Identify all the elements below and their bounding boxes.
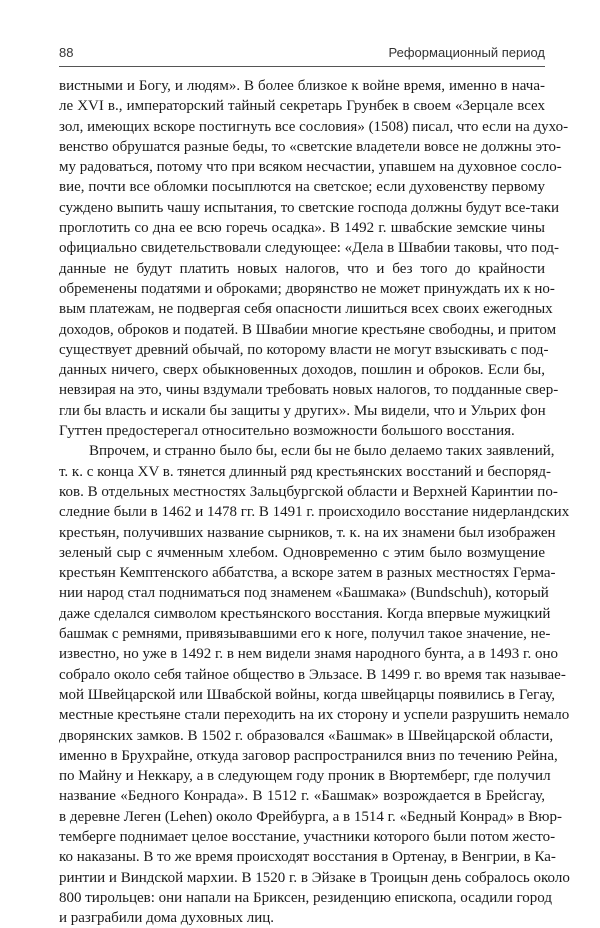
running-head <box>59 40 545 64</box>
text-line: гли бы власть и искали бы защиты у других». Мы видели, что и Ульрих фон <box>59 402 546 419</box>
text-line: ков. В отдельных местностях Зальцбургской области и Верхней Каринтии по- <box>59 483 558 500</box>
text-line: данные не будут платить новых налогов, что и без того до крайности <box>59 260 545 277</box>
header-rule <box>59 66 545 67</box>
text-line: крестьян Кемптенского аббатства, а вскоре затем в разных местностях Герма- <box>59 565 556 582</box>
text-line: 800 тирольцев: они напали на Бриксен, резиденцию епископа, осадили город <box>59 889 553 906</box>
text-line: следние были в 1462 и 1478 гг. В 1491 г. происходило восстание нидерландских <box>59 504 570 521</box>
text-line: ко наказаны. В то же время происходят восстания в Ортенау, в Венгрии, в Ка- <box>59 849 556 866</box>
text-line: и разграбили дома духовных лиц. <box>59 910 275 927</box>
text-line: даже сделался символом крестьянского восстания. Когда впервые мужицкий <box>59 605 551 622</box>
text-line: Гуттен предостерегал относительно возможности большого восстания. <box>59 423 515 440</box>
text-line: вистными и Богу, и людям». В более близкое к войне время, именно в нача- <box>59 78 545 94</box>
text-line: темберге поднимает целое восстание, участники которого были потом жесто- <box>59 828 556 845</box>
text-line: проглотить со дна ее всю горечь осадка». В 1492 г. швабские земские чины <box>59 220 545 237</box>
page-number: 88 <box>59 45 74 60</box>
text-line: т. к. с конца XV в. тянется длинный ряд крестьянских восстаний и беспоряд- <box>59 463 552 480</box>
text-line: мой Швейцарской или Швабской войны, когда швейцарцы появились в Гегау, <box>59 686 555 703</box>
text-line: зол, имеющих вскоре постигнуть все сословия» (1508) писал, что если на духо- <box>59 118 569 135</box>
text-line: зеленый сыр с ячменным хлебом. Одновременно с этим было возмущение <box>59 544 545 561</box>
paragraph <box>59 441 570 928</box>
text-line: нии народ стал подниматься под знаменем «Башмака» (Bundschuh), который <box>59 585 549 602</box>
text-line: известно, но уже в 1492 г. в нем видели знамя народного бунта, а в 1493 г. оно <box>59 646 558 663</box>
text-line: вым платежам, не подвергая себя опасности лишиться всех своих ежегодных <box>59 301 553 318</box>
text-line: венство обрушатся разные беды, то «светские владетели вовсе не должны это- <box>59 138 562 155</box>
text-line: суждено выпить чашу испытания, то светские господа должны будут все-таки <box>59 199 560 216</box>
paragraph <box>59 76 569 441</box>
text-line: крестьян, получивших название сырников, т. к. на их знамени был изображен <box>59 524 556 541</box>
text-line: дворянских замков. В 1502 г. образовался «Башмак» в Швейцарской области, <box>59 727 554 744</box>
text-line: ринтии и Виндской мархии. В 1520 г. в Эйзаке в Троицын день собралось около <box>59 869 570 886</box>
text-line: по Майну и Неккару, а в следующем году проник в Вюртемберг, где получил <box>59 768 551 785</box>
text-body <box>59 76 570 928</box>
text-line: название «Бедного Конрада». В 1512 г. «Башмак» возрождается в Брейсгау, <box>59 788 545 805</box>
text-line: официально свидетельствовали следующее: «Дела в Швабии таковы, что под- <box>59 240 560 257</box>
text-line: вие, почти все обломки посыплются на светское; если духовенству первому <box>59 179 545 196</box>
text-line: именно в Брухрайне, откуда заговор распространился вниз по течению Рейна, <box>59 747 558 764</box>
text-line: местные крестьяне стали переходить на их сторону и успели разрушить немало <box>59 707 570 724</box>
text-line: доходов, оброков и податей. В Швабии многие крестьяне свободны, и притом <box>59 321 557 338</box>
text-line: обременены податями и оброками; дворянство не может принуждать их к но- <box>59 280 555 297</box>
text-line: невзирая на это, чины вздумали требовать новых налогов, то подданные свер- <box>59 382 559 399</box>
text-line: существует древний обычай, по которому власти не могут взыскивать с под- <box>59 341 549 358</box>
section-title: Реформационный период <box>388 45 545 60</box>
text-line: собрало около себя тайное общество в Эльзасе. В 1499 г. во время так называе- <box>59 666 566 683</box>
text-line: ле XVI в., императорский тайный секретарь Грунбек в своем «Зерцале всех <box>59 98 545 115</box>
text-line: данных ничего, сверх обыкновенных доходов, пошлин и оброков. Если бы, <box>59 362 545 379</box>
text-line: му радоваться, потому что при всяком несчастии, упавшем на духовное сосло- <box>59 159 562 176</box>
text-line: Впрочем, и странно было бы, если бы не было делаемо таких заявлений, <box>89 443 555 460</box>
text-line: в деревне Леген (Lehen) около Фрейбурга, а в 1514 г. «Бедный Конрад» в Вюр- <box>59 808 563 825</box>
text-line: башмак с ремнями, привязывавшими его к ноге, получил такое значение, не- <box>59 626 551 643</box>
